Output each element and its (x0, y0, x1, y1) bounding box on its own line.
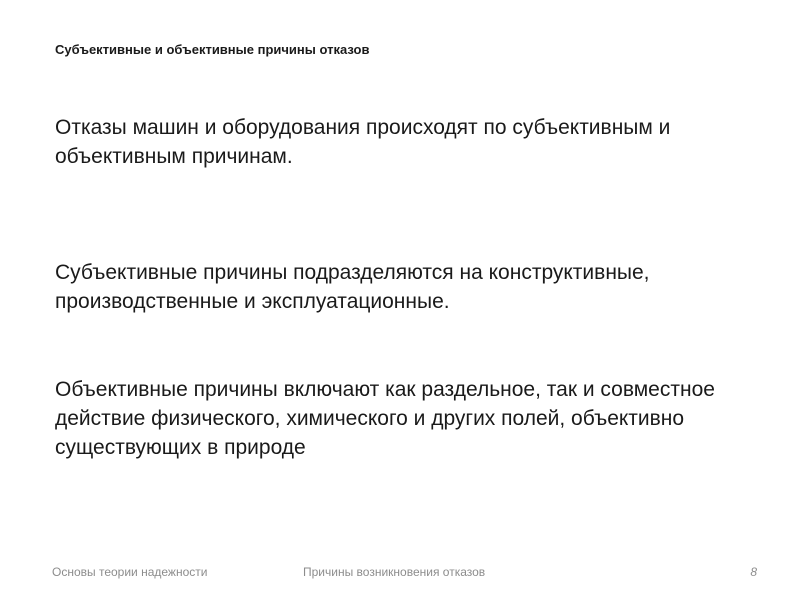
footer-course-name: Основы теории надежности (52, 565, 208, 579)
footer-section-name: Причины возникновения отказов (303, 565, 486, 579)
slide-title: Субъективные и объективные причины отказов (55, 42, 370, 57)
paragraph-failures-causes: Отказы машин и оборудования происходят по субъективным и объективным причинам. (55, 116, 671, 168)
page-number: 8 (750, 565, 757, 579)
paragraph-objective-causes: Объективные причины включают как раздельное, так и совместное действие физического, химического и других полей, объективно существующих в природе (55, 378, 715, 459)
paragraph-subjective-causes: Субъективные причины подразделяются на конструктивные, производственные и эксплуатационные. (55, 261, 650, 313)
